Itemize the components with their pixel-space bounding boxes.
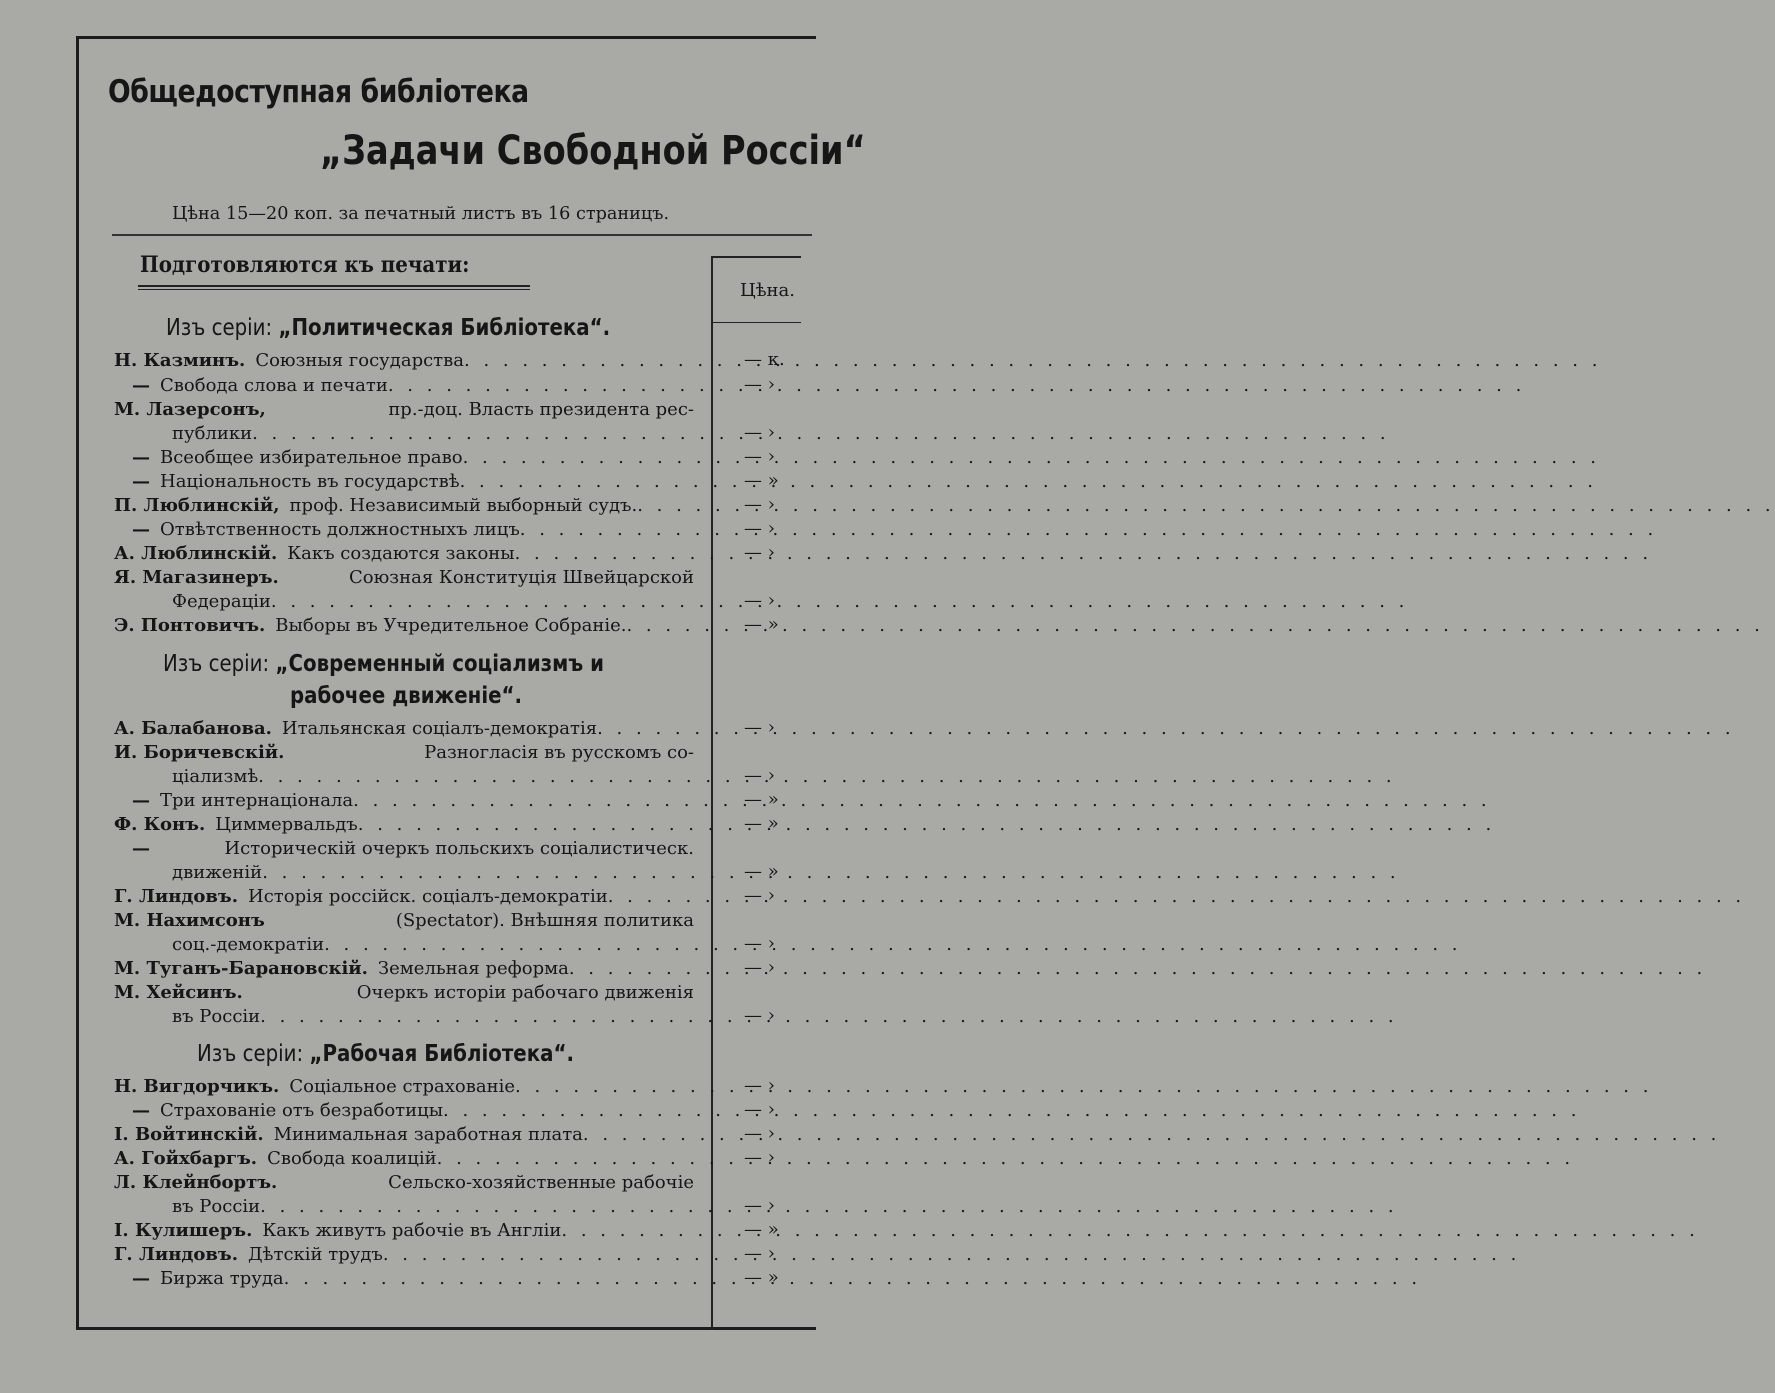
list-item-price: — »	[744, 813, 779, 834]
section-heading: Изъ серіи: „Рабочая Библіотека“.	[197, 1041, 575, 1067]
list-item: Г. Линдовъ. Дѣтскій трудъ . . .	[114, 1243, 694, 1267]
list-item-price: — ›	[744, 933, 775, 954]
list-item-price: — ›	[744, 717, 775, 738]
list-item-price: — ›	[744, 1243, 775, 1264]
list-item: — Свобода слова и печати . . .	[132, 374, 694, 398]
list-item: А. Балабанова. Итальянская соціалъ-демократія . . .	[114, 717, 694, 741]
list-item: П. Люблинскій, проф. Независимый выборный судъ. . . .	[114, 494, 694, 518]
list-item-price: — »	[744, 1219, 779, 1240]
list-item-continuation: ціализмѣ . . .	[172, 765, 694, 789]
list-item-continuation: соц.-демократіи . . .	[172, 933, 694, 957]
section-heading: Изъ серіи: „Политическая Библіотека“.	[166, 315, 611, 341]
series-title: „Задачи Свободной Россіи“	[320, 128, 866, 174]
list-item: А. Люблинскій. Какъ создаются законы . . .	[114, 542, 694, 566]
price-column-header-rule	[711, 322, 801, 323]
price-per-sheet: Цѣна 15—20 коп. за печатный листъ въ 16 страницъ.	[172, 203, 670, 224]
section-heading-continuation: рабочее движеніе“.	[290, 683, 523, 709]
list-item-price: — ›	[744, 1005, 775, 1026]
library-title: Общедоступная библіотека	[108, 74, 529, 110]
list-item-price: — ›	[744, 422, 775, 443]
list-item-price: — ›	[744, 590, 775, 611]
list-item: Л. Клейнбортъ. Сельско-хозяйственные рабочіе	[114, 1172, 694, 1193]
list-item-price: — ›	[744, 1147, 775, 1168]
list-item: Н. Вигдорчикъ. Соціальное страхованіе . . .	[114, 1075, 694, 1099]
price-column-top-rule	[711, 256, 801, 258]
list-item: — Отвѣтственность должностныхъ лицъ . . .	[132, 518, 694, 542]
list-item-price: — ›	[744, 494, 775, 515]
list-item-price: — к.	[744, 349, 785, 370]
preparing-heading: Подготовляются къ печати:	[140, 252, 470, 278]
list-item: М. Лазерсонъ, пр.-доц. Власть президента рес-	[114, 399, 694, 420]
list-item: А. Гойхбаргъ. Свобода коалицій . . .	[114, 1147, 694, 1171]
list-item: Г. Линдовъ. Исторія россійск. соціалъ-демократіи . . .	[114, 885, 694, 909]
list-item-continuation: Федераціи . . .	[172, 590, 694, 614]
list-item-price: — »	[744, 614, 779, 635]
list-item-price: — ›	[744, 374, 775, 395]
list-item: Ф. Конъ. Циммервальдъ . . .	[114, 813, 694, 837]
list-item-price: — ›	[744, 542, 775, 563]
list-item-price: — ›	[744, 518, 775, 539]
list-item-price: — ›	[744, 1123, 775, 1144]
list-item-price: — ›	[744, 1075, 775, 1096]
list-item-continuation: движеній . . .	[172, 861, 694, 885]
list-item: — Биржа труда . . .	[132, 1267, 694, 1291]
list-item: И. Боричевскій. Разногласія въ русскомъ со-	[114, 742, 694, 763]
list-item: — Страхованіе отъ безработицы . . .	[132, 1099, 694, 1123]
list-item: М. Туганъ-Барановскій. Земельная реформа . . .	[114, 957, 694, 981]
section-heading: Изъ серіи: „Современный соціализмъ и	[163, 651, 604, 677]
price-column-heading: Цѣна.	[740, 280, 796, 301]
list-item-continuation: въ Россіи . . .	[172, 1005, 694, 1029]
list-item-price: — ›	[744, 957, 775, 978]
heading-underline	[138, 285, 530, 287]
list-item-price: — ›	[744, 446, 775, 467]
list-item: І. Войтинскій. Минимальная заработная плата . . .	[114, 1123, 694, 1147]
header-rule	[112, 234, 812, 236]
list-item: — Всеобщее избирательное право . . .	[132, 446, 694, 470]
list-item-price: — ›	[744, 765, 775, 786]
list-item: — Историческій очеркъ польскихъ соціалистическ.	[132, 838, 694, 859]
list-item: Я. Магазинеръ. Союзная Конституція Швейцарской	[114, 567, 694, 588]
list-item: М. Хейсинъ. Очеркъ исторіи рабочаго движенія	[114, 982, 694, 1003]
list-item-price: — »	[744, 1267, 779, 1288]
list-item: І. Кулишеръ. Какъ живутъ рабочіе въ Англіи . . .	[114, 1219, 694, 1243]
list-item-price: — »	[744, 470, 779, 491]
list-item-price: — ›	[744, 1099, 775, 1120]
list-item: Э. Понтовичъ. Выборы въ Учредительное Собраніе. . . .	[114, 614, 694, 638]
list-item-price: — »	[744, 789, 779, 810]
list-item: — Національность въ государствѣ . . .	[132, 470, 694, 494]
list-item-continuation: въ Россіи . . .	[172, 1195, 694, 1219]
list-item-continuation: публики . . .	[172, 422, 694, 446]
list-item-price: — ›	[744, 885, 775, 906]
list-item-price: — »	[744, 861, 779, 882]
list-item: Н. Казминъ. Союзныя государства . . .	[114, 349, 694, 373]
list-item: — Три интернаціонала . . .	[132, 789, 694, 813]
heading-underline-thin	[138, 289, 530, 290]
list-item: М. Нахимсонъ (Spectator). Внѣшняя политика	[114, 910, 694, 931]
list-item-price: — ›	[744, 1195, 775, 1216]
